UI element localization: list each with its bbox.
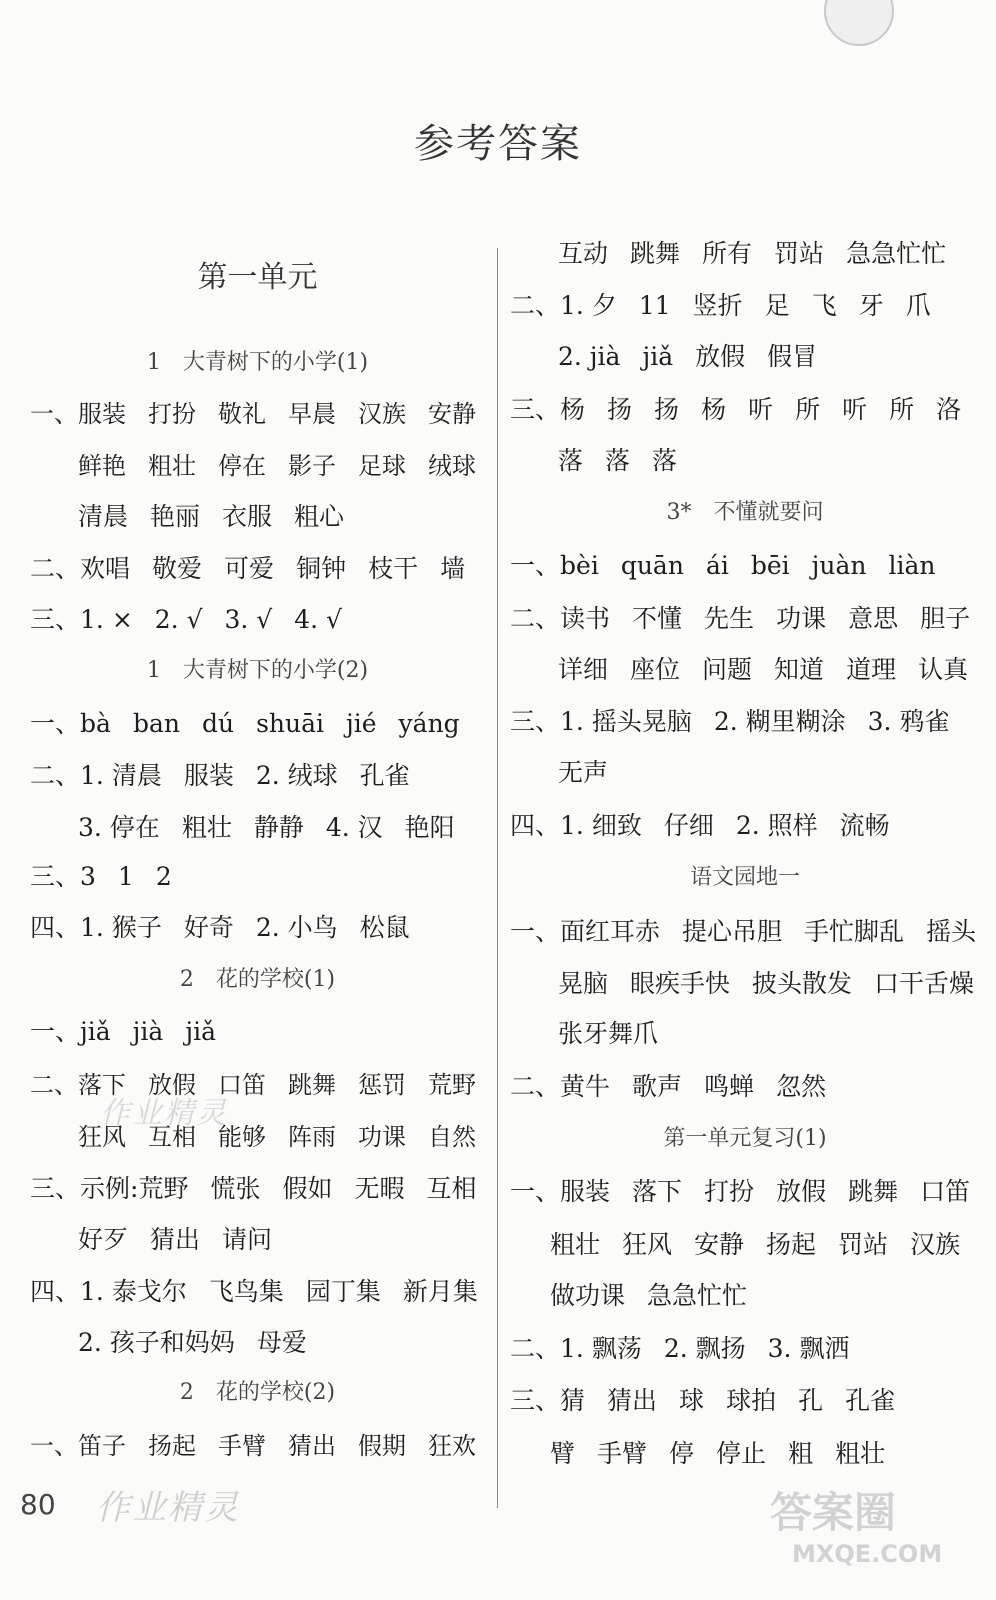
answer-line: [558, 238, 946, 270]
question-label: 三、: [510, 395, 561, 424]
answer-item: 忽然: [776, 1072, 827, 1101]
answer-item: 服装: [78, 400, 126, 428]
question-label: 二、: [510, 1334, 561, 1363]
answer-item: 1. ×: [80, 605, 133, 634]
answer-item: 狂风: [78, 1123, 126, 1151]
section-heading: 2 花的学校(1): [179, 967, 336, 992]
answer-item: 听: [748, 395, 774, 424]
answer-item: 牙: [858, 291, 884, 320]
answer-item: 杨: [560, 395, 586, 424]
answer-item: 安静: [428, 400, 476, 428]
answer-item: jià: [132, 1017, 164, 1046]
corner-stamp: [824, 0, 894, 46]
answer-item: 笛子: [78, 1432, 126, 1460]
answer-item: 猜出: [288, 1432, 336, 1460]
answer-item: 艳阳: [404, 813, 455, 842]
section-heading: 2 花的学校(2): [179, 1380, 336, 1405]
answer-item: 粗壮: [550, 1230, 601, 1259]
answer-item: 墙: [440, 554, 466, 583]
answer-item: shuāi: [256, 709, 324, 738]
answer-item: 放假: [776, 1177, 827, 1206]
question-label: 二、: [510, 604, 561, 633]
answer-item: 2. 照样: [735, 811, 818, 840]
answer-item: 松鼠: [359, 913, 410, 942]
answer-item: 手臂: [597, 1439, 648, 1468]
answer-line: [30, 1016, 216, 1048]
answer-item: 放假: [148, 1071, 196, 1099]
question-label: 二、: [30, 554, 81, 583]
answer-item: 歌声: [632, 1072, 683, 1101]
answer-line: [510, 550, 936, 582]
answer-line: [558, 654, 968, 686]
site-logo-url: MXQE.COM: [792, 1540, 943, 1568]
answer-line: [30, 1276, 478, 1308]
answer-item: 艳丽: [150, 502, 201, 531]
answer-item: 先生: [704, 604, 755, 633]
answer-item: 猜: [560, 1386, 586, 1415]
question-label: 二、: [30, 761, 81, 790]
answer-item: 飞: [811, 291, 837, 320]
answer-item: 足: [764, 291, 790, 320]
answer-line: [558, 757, 608, 789]
answer-item: 早晨: [288, 400, 336, 428]
answer-line: [510, 1176, 970, 1208]
answer-item: dú: [201, 709, 235, 738]
answer-item: 跳舞: [630, 239, 681, 268]
answer-line: [550, 1280, 747, 1312]
answer-item: 孔雀: [359, 761, 410, 790]
question-label: 二、: [510, 1072, 561, 1101]
answer-item: 3. 飘洒: [767, 1334, 850, 1363]
answer-item: 铜钟: [296, 554, 347, 583]
answer-item: 3. 鸦雀: [867, 707, 950, 736]
watermark-mid: 作业精灵: [100, 1096, 228, 1131]
answer-item: 敬礼: [218, 400, 266, 428]
answer-item: 4. √: [294, 605, 342, 634]
answer-line: [30, 1069, 476, 1101]
answer-item: 杨: [701, 395, 727, 424]
question-label: 四、: [510, 811, 561, 840]
answer-item: 球拍: [726, 1386, 777, 1415]
answer-item: 落下: [78, 1071, 126, 1099]
answer-item: 能够: [218, 1123, 266, 1151]
question-label: 一、: [510, 551, 561, 580]
answer-item: 静静: [253, 813, 304, 842]
answer-item: 口干舌燥: [874, 969, 975, 998]
question-label: 三、: [510, 707, 561, 736]
question-label: 一、: [30, 1432, 78, 1460]
answer-item: 2: [155, 862, 172, 891]
answer-item: 1. 猴子: [80, 913, 162, 942]
answer-item: 2. 孩子和妈妈: [78, 1328, 235, 1357]
answer-item: 粗心: [294, 502, 345, 531]
answer-item: 1. 飘荡: [560, 1334, 642, 1363]
answer-item: 功课: [776, 604, 827, 633]
question-label: 一、: [510, 917, 561, 946]
answer-item: 打扮: [148, 400, 196, 428]
answer-line: [30, 1173, 477, 1205]
answer-item: 园丁集: [305, 1277, 381, 1306]
answer-line: [550, 1438, 885, 1470]
answer-item: 荒野: [428, 1071, 476, 1099]
answer-item: 1. 泰戈尔: [80, 1277, 187, 1306]
answer-item: 3. √: [224, 605, 273, 634]
answer-item: 粗壮: [181, 813, 232, 842]
answer-line: [30, 553, 465, 585]
answer-item: yáng: [398, 709, 460, 738]
answer-item: 无暇: [354, 1174, 405, 1203]
answer-item: 黄牛: [560, 1072, 611, 1101]
answer-line: [78, 812, 455, 844]
answer-item: 打扮: [704, 1177, 755, 1206]
answer-line: [510, 1333, 849, 1365]
question-label: 二、: [30, 1071, 78, 1099]
answer-line: [558, 341, 817, 373]
answer-item: 粗壮: [835, 1439, 886, 1468]
answer-item: 无声: [558, 758, 609, 787]
answer-line: [510, 603, 970, 635]
answer-item: 1: [117, 862, 134, 891]
watermark-bottom: 作业精灵: [96, 1488, 240, 1528]
answer-item: 绒球: [428, 452, 476, 480]
answer-item: 1. 夕: [560, 291, 617, 320]
answer-item: 鲜艳: [78, 452, 126, 480]
answer-item: 敬爱: [152, 554, 203, 583]
answer-item: 落: [605, 446, 631, 475]
answer-item: 孔雀: [845, 1386, 896, 1415]
answer-item: 停在: [218, 452, 266, 480]
answer-item: 猜出: [607, 1386, 658, 1415]
answer-item: 张牙舞爪: [558, 1019, 659, 1048]
answer-item: 落: [558, 446, 584, 475]
answer-line: [30, 912, 410, 944]
answer-item: 1. 摇头晃脑: [560, 707, 692, 736]
answer-item: ban: [132, 709, 180, 738]
answer-line: [510, 1385, 895, 1417]
answer-line: [30, 398, 476, 430]
answer-item: 罚站: [838, 1230, 889, 1259]
answer-item: ái: [705, 551, 729, 580]
answer-line: [30, 604, 342, 636]
answer-item: 慌张: [210, 1174, 261, 1203]
answer-item: 惩罚: [358, 1071, 406, 1099]
answer-item: 所有: [702, 239, 753, 268]
answer-line: [510, 1071, 826, 1103]
answer-item: 跳舞: [288, 1071, 336, 1099]
answer-line: [78, 501, 344, 533]
section-heading: 1 大青树下的小学(1): [146, 350, 369, 375]
answer-item: 请问: [222, 1225, 273, 1254]
answer-item: 座位: [630, 655, 681, 684]
question-label: 三、: [30, 605, 81, 634]
answer-item: 可爱: [224, 554, 275, 583]
answer-item: 道理: [846, 655, 897, 684]
answer-item: 罚站: [774, 239, 825, 268]
answer-item: liàn: [888, 551, 936, 580]
answer-item: 11: [638, 291, 671, 320]
answer-line: [78, 1224, 272, 1256]
section-heading: 语文园地一: [689, 865, 800, 890]
answer-item: 听: [842, 395, 868, 424]
answer-line: [558, 1018, 658, 1050]
answer-item: 竖折: [692, 291, 743, 320]
answer-item: 假期: [358, 1432, 406, 1460]
question-label: 二、: [510, 291, 561, 320]
answer-line: [550, 1229, 960, 1261]
answer-line: [510, 394, 961, 426]
answer-item: 意思: [848, 604, 899, 633]
site-logo: 答案圈: [770, 1488, 897, 1537]
answer-item: 好奇: [183, 913, 234, 942]
answer-item: bà: [80, 709, 111, 738]
question-label: 一、: [510, 1177, 561, 1206]
answer-item: 清晨: [78, 502, 129, 531]
answer-item: 洛: [936, 395, 962, 424]
answer-item: jiǎ: [80, 1017, 111, 1046]
answer-item: 安静: [694, 1230, 745, 1259]
answer-item: 2. 小鸟: [255, 913, 338, 942]
answer-item: 口笛: [920, 1177, 971, 1206]
answer-item: 扬起: [148, 1432, 196, 1460]
answer-item: 狂欢: [428, 1432, 476, 1460]
answer-item: juàn: [811, 551, 867, 580]
answer-item: 2. jià: [558, 342, 621, 371]
answer-item: 口笛: [218, 1071, 266, 1099]
unit-title: 第一单元: [197, 260, 318, 295]
answer-item: 狂风: [622, 1230, 673, 1259]
question-label: 一、: [30, 400, 78, 428]
answer-item: 面红耳赤: [560, 917, 661, 946]
answer-item: 知道: [774, 655, 825, 684]
question-label: 四、: [30, 913, 81, 942]
answer-item: 落下: [632, 1177, 683, 1206]
answer-item: 扬: [607, 395, 633, 424]
answer-item: 不懂: [632, 604, 683, 633]
question-label: 三、: [30, 862, 81, 891]
answer-item: 汉族: [910, 1230, 961, 1259]
answer-item: bēi: [750, 551, 790, 580]
answer-item: 爪: [905, 291, 931, 320]
answer-item: 衣服: [222, 502, 273, 531]
section-heading: 第一单元复习(1): [663, 1126, 827, 1151]
answer-item: jiǎ: [185, 1017, 216, 1046]
answer-item: 假冒: [767, 342, 818, 371]
answer-item: 示例:荒野: [80, 1174, 189, 1203]
answer-item: 详细: [558, 655, 609, 684]
answer-item: 胆子: [920, 604, 971, 633]
answer-item: 欢唱: [80, 554, 131, 583]
answer-item: 手忙脚乱: [804, 917, 905, 946]
answer-line: [510, 810, 890, 842]
answer-item: 互相: [426, 1174, 477, 1203]
answer-item: 枝干: [368, 554, 419, 583]
answer-item: 粗壮: [148, 452, 196, 480]
answer-item: 影子: [288, 452, 336, 480]
question-label: 一、: [30, 709, 81, 738]
answer-item: 做功课: [550, 1281, 626, 1310]
answer-item: 落: [652, 446, 678, 475]
answer-item: 2. 糊里糊涂: [713, 707, 846, 736]
question-label: 四、: [30, 1277, 81, 1306]
column-divider: [497, 248, 498, 1508]
answer-item: 手臂: [218, 1432, 266, 1460]
answer-item: 认真: [918, 655, 969, 684]
answer-line: [78, 1327, 307, 1359]
answer-item: 流畅: [839, 811, 890, 840]
answer-item: 2. 绒球: [255, 761, 338, 790]
answer-item: 眼疾手快: [630, 969, 731, 998]
answer-item: 晃脑: [558, 969, 609, 998]
answer-item: 功课: [358, 1123, 406, 1151]
answer-item: 仔细: [663, 811, 714, 840]
answer-item: 孔: [798, 1386, 824, 1415]
answer-item: 提心吊胆: [682, 917, 783, 946]
answer-line: [30, 1430, 476, 1462]
answer-item: 互相: [148, 1123, 196, 1151]
section-heading: 1 大青树下的小学(2): [146, 658, 369, 683]
answer-item: 服装: [183, 761, 234, 790]
answer-item: 好歹: [78, 1225, 129, 1254]
answer-item: jié: [346, 709, 377, 738]
answer-item: 读书: [560, 604, 611, 633]
answer-item: 母爱: [256, 1328, 307, 1357]
answer-item: 停止: [716, 1439, 767, 1468]
answer-item: 急急忙忙: [647, 1281, 748, 1310]
answer-item: 所: [795, 395, 821, 424]
section-heading: 3* 不懂就要问: [666, 500, 824, 525]
answer-item: 问题: [702, 655, 753, 684]
answer-item: 3. 停在: [78, 813, 160, 842]
answer-item: 服装: [560, 1177, 611, 1206]
answer-line: [558, 968, 974, 1000]
question-label: 三、: [510, 1386, 561, 1415]
answer-item: 猜出: [150, 1225, 201, 1254]
answer-item: 2. √: [154, 605, 203, 634]
answer-line: [510, 706, 949, 738]
answer-item: 扬: [654, 395, 680, 424]
answer-line: [30, 760, 410, 792]
answer-item: 粗: [788, 1439, 814, 1468]
answer-item: 所: [889, 395, 915, 424]
page-number: 80: [20, 1488, 56, 1521]
answer-item: bèi: [560, 551, 599, 580]
answer-item: jiǎ: [642, 342, 674, 371]
answer-item: 1. 清晨: [80, 761, 162, 790]
answer-item: 1. 细致: [560, 811, 642, 840]
page-title: 参考答案: [414, 121, 582, 167]
answer-item: 扬起: [766, 1230, 817, 1259]
answer-item: 假如: [282, 1174, 333, 1203]
answer-item: 披头散发: [752, 969, 853, 998]
answer-item: 新月集: [402, 1277, 478, 1306]
answer-item: 互动: [558, 239, 609, 268]
answer-line: [30, 708, 460, 740]
answer-line: [510, 290, 931, 322]
answer-item: 4. 汉: [325, 813, 383, 842]
answer-item: 放假: [695, 342, 746, 371]
answer-item: 鸣蝉: [704, 1072, 755, 1101]
answer-item: 跳舞: [848, 1177, 899, 1206]
answer-line: [510, 916, 976, 948]
answer-item: 3: [80, 862, 96, 891]
answer-item: 足球: [358, 452, 406, 480]
question-label: 一、: [30, 1017, 81, 1046]
question-label: 三、: [30, 1174, 81, 1203]
answer-item: 摇头: [926, 917, 977, 946]
answer-item: 飞鸟集: [208, 1277, 284, 1306]
answer-line: [78, 450, 476, 482]
answer-line: [558, 445, 677, 477]
answer-item: 臂: [550, 1439, 576, 1468]
answer-item: 球: [679, 1386, 705, 1415]
answer-item: 2. 飘扬: [663, 1334, 746, 1363]
answer-item: quān: [620, 551, 684, 580]
answer-item: 阵雨: [288, 1123, 336, 1151]
answer-item: 停: [669, 1439, 695, 1468]
answer-item: 急急忙忙: [846, 239, 947, 268]
answer-item: 汉族: [358, 400, 406, 428]
answer-line: [30, 861, 172, 893]
answer-item: 自然: [428, 1123, 476, 1151]
